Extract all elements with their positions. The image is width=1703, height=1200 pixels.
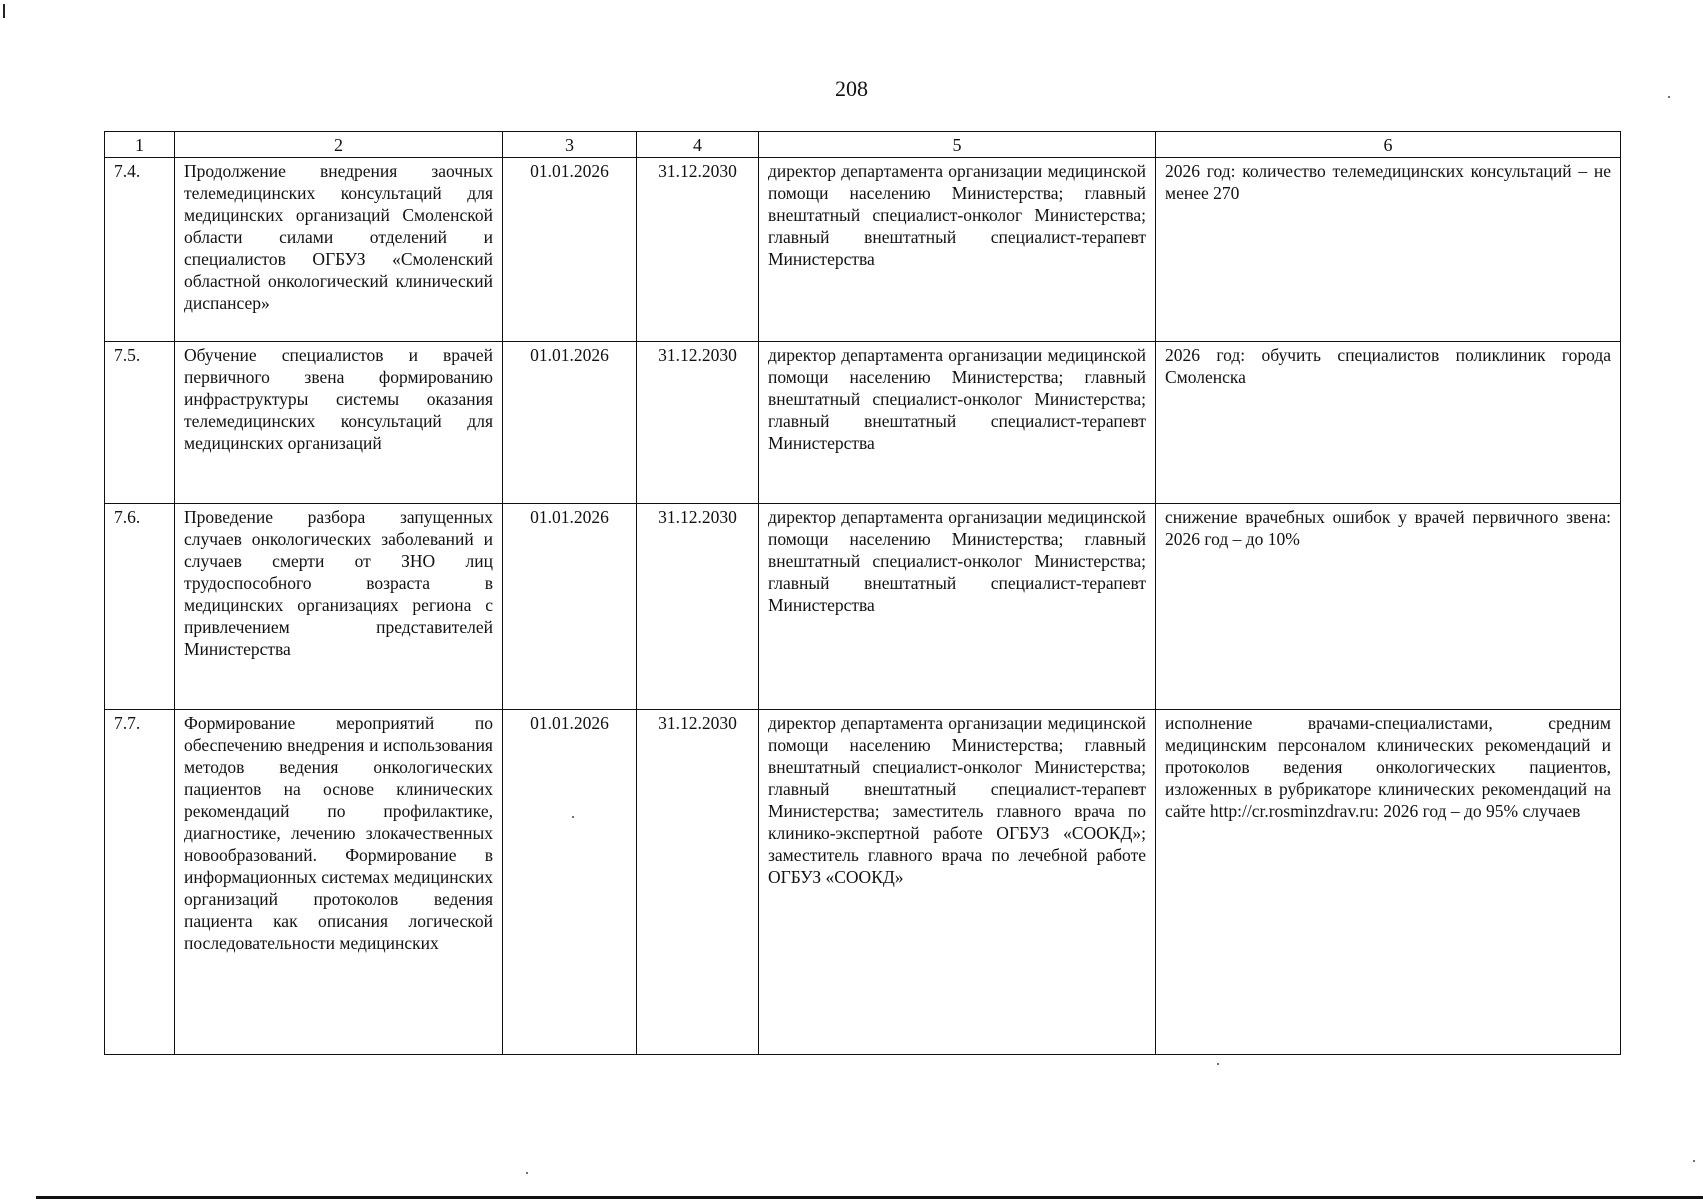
activity-cell: Продолжение внедрения заочных телемедицинских консультаций для медицинских организаций Смоленской области силами отделений и специалистов ОГБУЗ «Смоленский областной онкологический клинический диспансер» — [175, 158, 503, 342]
row-number: 7.5. — [105, 342, 175, 504]
column-header-5: 5 — [759, 132, 1156, 158]
bottom-rule — [36, 1196, 1703, 1199]
activity-cell: Формирование мероприятий по обеспечению внедрения и использования методов ведения онкологических пациентов на основе клинических рекомендаций по профилактике, диагностике, лечению злокачественных новообразований. Формирование в информационных системах медицинских организаций протоколов ведения пациента как описания логической последовательности медицинских — [175, 710, 503, 1055]
column-header-2: 2 — [175, 132, 503, 158]
result-cell: исполнение врачами-специалистами, средним медицинским персоналом клинических рекомендаций и протоколов ведения онкологических пациентов, изложенных в рубрикаторе клинических рекомендаций на сайте http://cr.rosminzdrav.ru: 2026 год – до 95% случаев — [1156, 710, 1621, 1055]
column-header-3: 3 — [503, 132, 637, 158]
row-number: 7.7. — [105, 710, 175, 1055]
start-date-cell: 01.01.2026 — [503, 342, 637, 504]
row-number: 7.6. — [105, 504, 175, 710]
activity-cell: Проведение разбора запущенных случаев онкологических заболеваний и случаев смерти от ЗНО лиц трудоспособного возраста в медицинских организациях региона с привлечением представителей Министерства — [175, 504, 503, 710]
page-number: 208 — [835, 76, 868, 101]
result-cell: 2026 год: количество телемедицинских консультаций – не менее 270 — [1156, 158, 1621, 342]
activity-cell: Обучение специалистов и врачей первичного звена формированию инфраструктуры системы оказания телемедицинских консультаций для медицинских организаций — [175, 342, 503, 504]
column-header-4: 4 — [637, 132, 759, 158]
responsible-cell: директор департамента организации медицинской помощи населению Министерства; главный внештатный специалист-онколог Министерства; главный внештатный специалист-терапевт Министерства; заместитель главного врача по клинико-экспертной работе ОГБУЗ «СООКД»; заместитель главного врача по лечебной работе ОГБУЗ «СООКД» — [759, 710, 1156, 1055]
row-number: 7.4. — [105, 158, 175, 342]
end-date-cell: 31.12.2030 — [637, 504, 759, 710]
start-date-cell: 01.01.2026 — [503, 504, 637, 710]
start-date-cell: 01.01.2026 — [503, 158, 637, 342]
column-header-1: 1 — [105, 132, 175, 158]
responsible-cell: директор департамента организации медицинской помощи населению Министерства; главный внештатный специалист-онколог Министерства; главный внештатный специалист-терапевт Министерства — [759, 158, 1156, 342]
result-cell: 2026 год: обучить специалистов поликлиник города Смоленска — [1156, 342, 1621, 504]
scan-speck — [572, 816, 574, 818]
table-header-row — [105, 132, 1621, 158]
start-date-cell: 01.01.2026 — [503, 710, 637, 1055]
result-cell: снижение врачебных ошибок у врачей первичного звена: 2026 год – до 10% — [1156, 504, 1621, 710]
responsible-cell: директор департамента организации медицинской помощи населению Министерства; главный внештатный специалист-онколог Министерства; главный внештатный специалист-терапевт Министерства — [759, 342, 1156, 504]
end-date-cell: 31.12.2030 — [637, 342, 759, 504]
end-date-cell: 31.12.2030 — [637, 158, 759, 342]
table-row — [105, 158, 1621, 342]
table-row — [105, 710, 1621, 1055]
responsible-cell: директор департамента организации медицинской помощи населению Министерства; главный внештатный специалист-онколог Министерства; главный внештатный специалист-терапевт Министерства — [759, 504, 1156, 710]
table-row — [105, 504, 1621, 710]
measures-table — [104, 131, 1621, 1055]
column-header-6: 6 — [1156, 132, 1621, 158]
scan-speck — [526, 1172, 528, 1174]
end-date-cell: 31.12.2030 — [637, 710, 759, 1055]
scan-speck — [1217, 1063, 1219, 1065]
scan-edge-mark — [3, 4, 5, 18]
scan-speck — [1693, 1160, 1695, 1162]
scan-speck — [1668, 96, 1670, 98]
table-row — [105, 342, 1621, 504]
